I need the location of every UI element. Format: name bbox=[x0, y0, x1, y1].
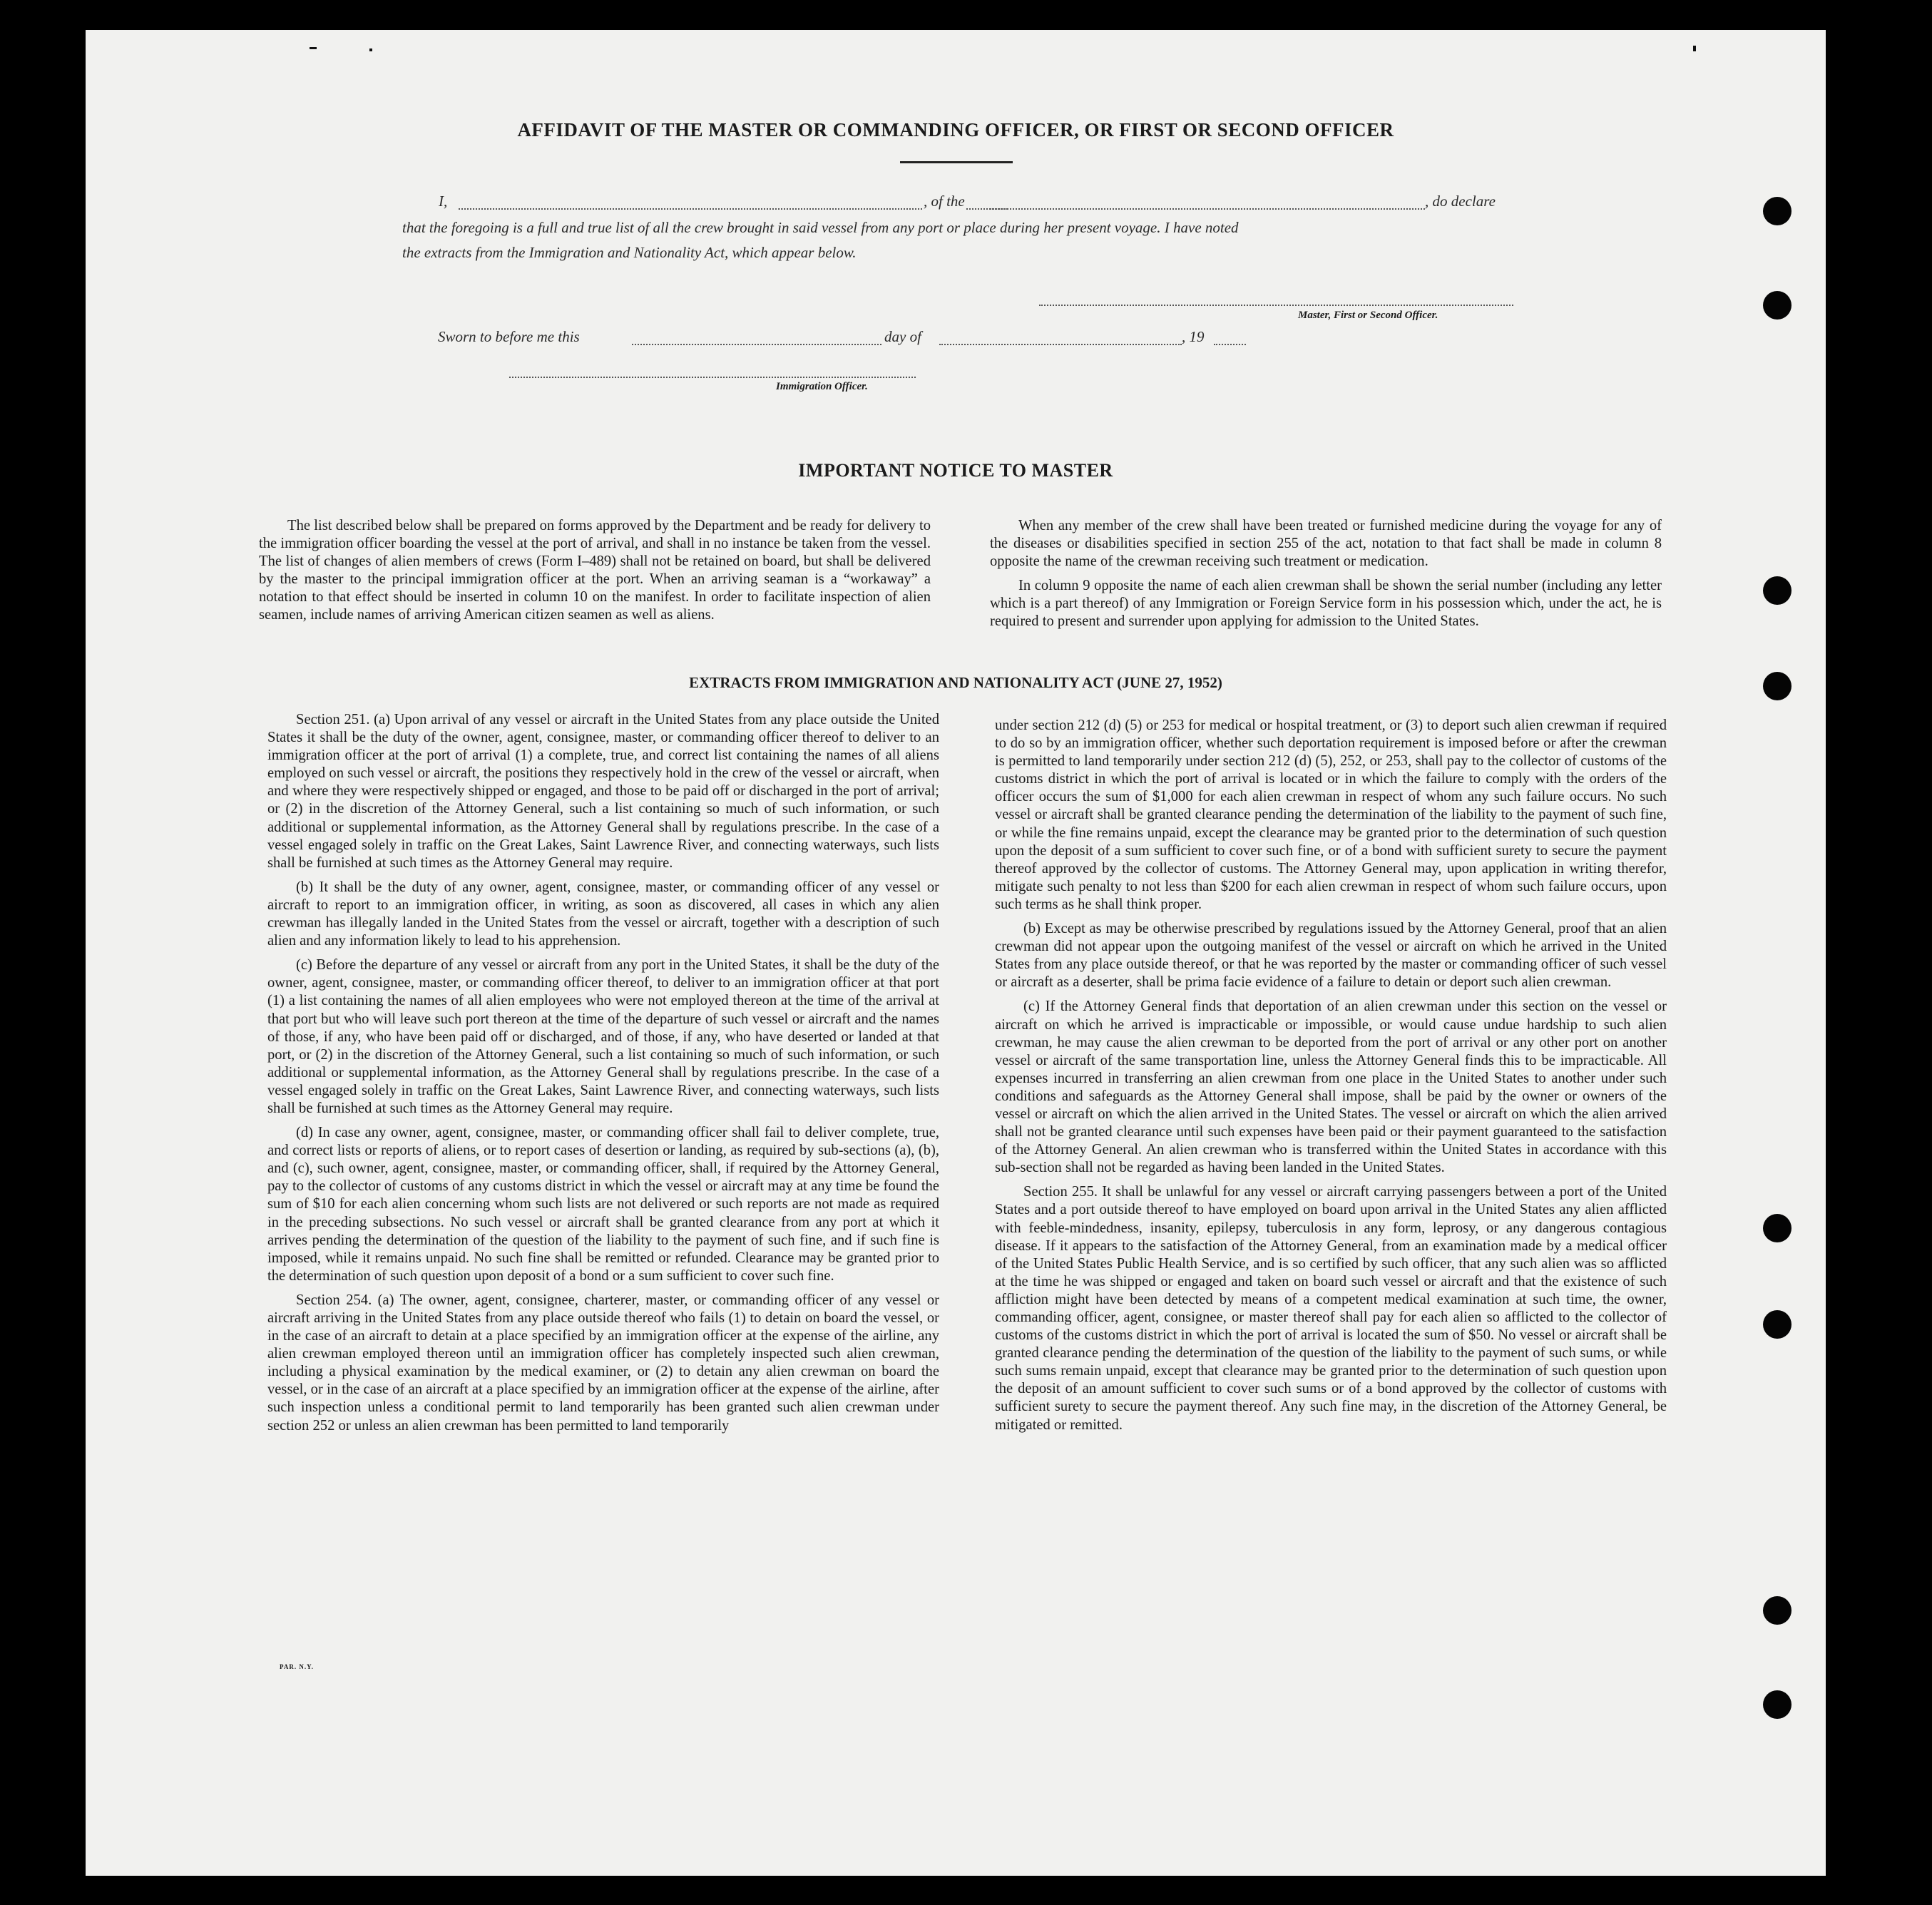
section-251-c: (c) Before the departure of any vessel or aircraft from any port in the United States, it shall be the duty of the owner, agent, consignee, master, or commanding officer thereof, to deliver to an immigration officer at that port (1) a list containing the names of all alien employees who were not employed thereon at the time of the arrival at that port but who will leave such port thereon at the time of the departure of such vessel or aircraft and the names of those, if any, who have been paid off or discharged, and of those, if any, who have deserted or landed at that port, or (2) in the discretion of the Attorney General, such a list containing so much of such information, or such additional or supplemental information, as the Attorney General shall by regulations prescribe. In the case of a vessel engaged solely in traffic on the Great Lakes, Saint Lawrence River, and connecting waterways, such lists shall be furnished at such times as the Attorney General may require. bbox=[267, 957, 939, 1116]
section-251-b: (b) It shall be the duty of any owner, agent, consignee, master, or commanding officer of any vessel or aircraft to report to an immigration officer, in writing, as soon as discovered, all cases in which any alien crewman has illegally landed in the United States from the vessel or aircraft, together with a description of such alien and any information likely to lead to his apprehension. bbox=[267, 879, 939, 949]
declaration-line-2: that the foregoing is a full and true list of all the crew brought in said vessel from any port or place during her present voyage. I have noted bbox=[402, 219, 1239, 236]
section-251-d: (d) In case any owner, agent, consignee, master, or commanding officer shall fail to deliver complete, true, and correct lists or reports of aliens, or to report cases of desertion or landing, as required by sub-sections (a), (b), and (c), such owner, agent, consignee, master, or commanding officer, shall, if required by the Attorney General, pay to the collector of customs of any customs district in which the vessel or aircraft may at any time be found the sum of $10 for each alien concerning whom such lists are not delivered or such reports are not made as required in the preceding subsections. No such vessel or aircraft shall be granted clearance from any port at which it arrives pending the determination of the question of the liability to the payment of such fine, and if such fine is imposed, while it remains unpaid. No such fine shall be remitted or refunded. Clearance may be granted prior to the determination of such question upon deposit of a bond or a sum sufficient to cover such fine. bbox=[267, 1125, 939, 1284]
notice-left-paragraph: The list described below shall be prepared on forms approved by the Department and be ready for delivery to the immigration officer boarding the vessel at the port of arrival, and shall in no instance be taken from the vessel. The list of changes of alien members of crews (Form I–489) shall not be retained on board, but shall be delivered by the master to the principal immigration officer at the port. When an arriving seaman is a “workaway” a notation to that effect should be inserted in column 10 on the manifest. In order to facilitate inspection of alien seamen, include names of arriving American citizen seamen as well as aliens. bbox=[259, 518, 931, 623]
immigration-officer-signature-line[interactable] bbox=[509, 377, 916, 378]
declaration-of-the: , of the bbox=[924, 193, 965, 210]
punch-hole bbox=[1763, 197, 1792, 225]
vessel-blank[interactable] bbox=[990, 208, 1425, 210]
notice-left-column bbox=[259, 517, 931, 631]
master-signature-label: Master, First or Second Officer. bbox=[1298, 310, 1438, 321]
punch-hole bbox=[1763, 291, 1792, 320]
sworn-month-blank[interactable] bbox=[939, 344, 1182, 345]
section-254-b: (b) Except as may be otherwise prescribed by regulations issued by the Attorney General, proof that an alien crewman did not appear upon the outgoing manifest of the vessel or aircraft on which he arrived in the United States from any place outside thereof, or that he was reported by the master or commanding officer of such vessel or aircraft as a deserter, shall be prima facie evidence of a failure to detain or deport such alien crewman. bbox=[995, 921, 1667, 991]
sworn-year-blank[interactable] bbox=[1214, 344, 1246, 345]
declaration-line-3: the extracts from the Immigration and Nationality Act, which appear below. bbox=[402, 244, 857, 261]
extracts-right-column bbox=[995, 717, 1667, 1441]
scan-speck bbox=[1693, 46, 1696, 51]
notice-title: IMPORTANT NOTICE TO MASTER bbox=[798, 460, 1113, 481]
sworn-date-blank[interactable] bbox=[632, 344, 881, 345]
extracts-left-column bbox=[267, 711, 939, 1441]
notice-right-paragraph-2: In column 9 opposite the name of each alien crewman shall be shown the serial number (including any letter which is a part thereof) of any Immigration or Foreign Service form in his possession which, under the act, he is required to present and surrender upon applying for admission to the United States. bbox=[990, 578, 1662, 630]
punch-hole bbox=[1763, 1310, 1792, 1339]
scan-speck bbox=[369, 48, 372, 51]
sworn-day-of: day of bbox=[884, 328, 921, 345]
notice-right-column bbox=[990, 517, 1662, 638]
sworn-year: , 19 bbox=[1182, 328, 1205, 345]
scan-speck bbox=[310, 47, 317, 49]
affidavit-title: AFFIDAVIT OF THE MASTER OR COMMANDING OFFICER, OR FIRST OR SECOND OFFICER bbox=[517, 119, 1394, 141]
section-254-c: (c) If the Attorney General finds that deportation of an alien crewman under this section on the vessel or aircraft on which he arrived is impracticable or impossible, or would cause undue hardship to such alien crewman, he may cause the alien crewman to be deported from the port of arrival or any other port on another vessel or aircraft of the same transportation line, unless the Attorney General finds this to be impracticable. All expenses incurred in transferring an alien crewman from one place in the United States to another under such conditions and safeguards as the Attorney General shall impose, shall be paid by the owner or owners of the vessel or aircraft on which the alien arrived in the United States. The vessel or aircraft on which the alien arrived shall not be granted clearance until such expenses have been paid or their payment guaranteed to the satisfaction of the Attorney General. An alien crewman who is transferred within the United States in accordance with this sub-section shall not be regarded as having been landed in the United States. bbox=[995, 999, 1667, 1176]
declaration-do-declare: , do declare bbox=[1425, 193, 1496, 210]
title-underline bbox=[900, 161, 1013, 163]
sworn-text: Sworn to before me this bbox=[438, 328, 580, 345]
section-255: Section 255. It shall be unlawful for any vessel or aircraft carrying passengers between a port of the United States and a port outside thereof to have employed on board upon arrival in the United States any alien afflicted with feeble-mindedness, insanity, epilepsy, tuberculosis in any form, leprosy, or any dangerous contagious disease. If it appears to the satisfaction of the Attorney General, from an examination made by a medical officer of the United States Public Health Service, and is so certified by such officer, that any such alien was so afflicted at the time he was shipped or engaged and taken on board such vessel or aircraft and that the existence of such affliction might have been detected by means of a competent medical examination at such time, the owner, commanding officer, agent, consignee, or master thereof shall pay for each alien so afflicted to the collector of customs of the customs district in which the port of arrival is located the sum of $50. No vessel or aircraft shall be granted clearance pending the determination of the question of the liability to the payment of such sums, or while such sums remain unpaid, except that clearance may be granted prior to the determination of such question upon the deposit of an amount sufficient to cover such sums or of a bond approved by the collector of customs with sufficient surety to secure the payment thereof. Any such fine may, in the discretion of the Attorney General, be mitigated or remitted. bbox=[995, 1184, 1667, 1433]
punch-hole bbox=[1763, 1214, 1792, 1242]
notice-right-paragraph-1: When any member of the crew shall have been treated or furnished medicine during the voyage for any of the diseases or disabilities specified in section 255 of the act, notation to that fact shall be made in column 8 opposite the name of the crewman receiving such treatment or medication. bbox=[990, 518, 1662, 570]
punch-hole bbox=[1763, 672, 1792, 700]
section-251-a: Section 251. (a) Upon arrival of any vessel or aircraft in the United States from any place outside the United States it shall be the duty of the owner, agent, consignee, master, or commanding officer thereof to deliver to an immigration officer at the port of arrival (1) a complete, true, and correct list containing the names of all aliens employed on such vessel or aircraft, the positions they respectively hold in the crew of the vessel or aircraft, when and where they were respectively shipped or engaged, and those to be paid off or discharged in the port of arrival; or (2) in the discretion of the Attorney General, such a list containing so much of such information, or such additional or supplemental information, as the Attorney General shall by regulations prescribe. In the case of a vessel engaged solely in traffic on the Great Lakes, Saint Lawrence River, and connecting waterways, such lists shall be furnished at such times as the Attorney General may require. bbox=[267, 712, 939, 871]
section-254-a-continued: under section 212 (d) (5) or 253 for medical or hospital treatment, or (3) to deport such alien crewman if required to do so by an immigration officer, whether such deportation requirement is imposed before or after the crewman is permitted to land temporarily under section 212 (d) (5), 252, or 253, shall pay to the collector of customs of the customs district in which the port of arrival is located or in which the failure to comply with the orders of the officer occurs the sum of $1,000 for each alien crewman in respect of whom any such failure occurs. No such vessel or aircraft shall be granted clearance pending the determination of the liability to the payment of such fine, or while the fine remains unpaid, except the clearance may be granted prior to the determination of such question upon the deposit of a sum sufficient to cover such fine, or of a bond with sufficient surety to secure the payment thereof approved by the collector of customs. The Attorney General may, upon application in writing therefor, mitigate such penalty to not less than $200 for each alien crewman in respect of whom such failure occurs, upon such terms as he shall think proper. bbox=[995, 717, 1667, 912]
section-254-a: Section 254. (a) The owner, agent, consignee, charterer, master, or commanding officer of any vessel or aircraft arriving in the United States from any place outside thereof who fails (1) to detain on board the vessel, or in the case of an aircraft to detain at a place specified by an immigration officer at the expense of the airline, any alien crewman employed thereon until an immigration officer has completely inspected such alien crewman, including a physical examination by the medical examiner, or (2) to detain any alien crewman on board the vessel, or in the case of an aircraft at a place specified by an immigration officer at the expense of the airline, after such inspection unless a conditional permit to land temporarily has been granted such alien crewman under section 252 or unless an alien crewman has been permitted to land temporarily bbox=[267, 1292, 939, 1434]
extracts-title: EXTRACTS FROM IMMIGRATION AND NATIONALITY ACT (JUNE 27, 1952) bbox=[689, 674, 1222, 691]
punch-hole bbox=[1763, 576, 1792, 605]
printer-mark: PAR. N.Y. bbox=[280, 1663, 315, 1670]
punch-hole bbox=[1763, 1596, 1792, 1625]
declaration-i: I, bbox=[439, 193, 448, 210]
form-page bbox=[86, 30, 1826, 1876]
master-signature-line[interactable] bbox=[1039, 305, 1513, 306]
punch-hole bbox=[1763, 1690, 1792, 1719]
immigration-officer-label: Immigration Officer. bbox=[776, 381, 868, 392]
